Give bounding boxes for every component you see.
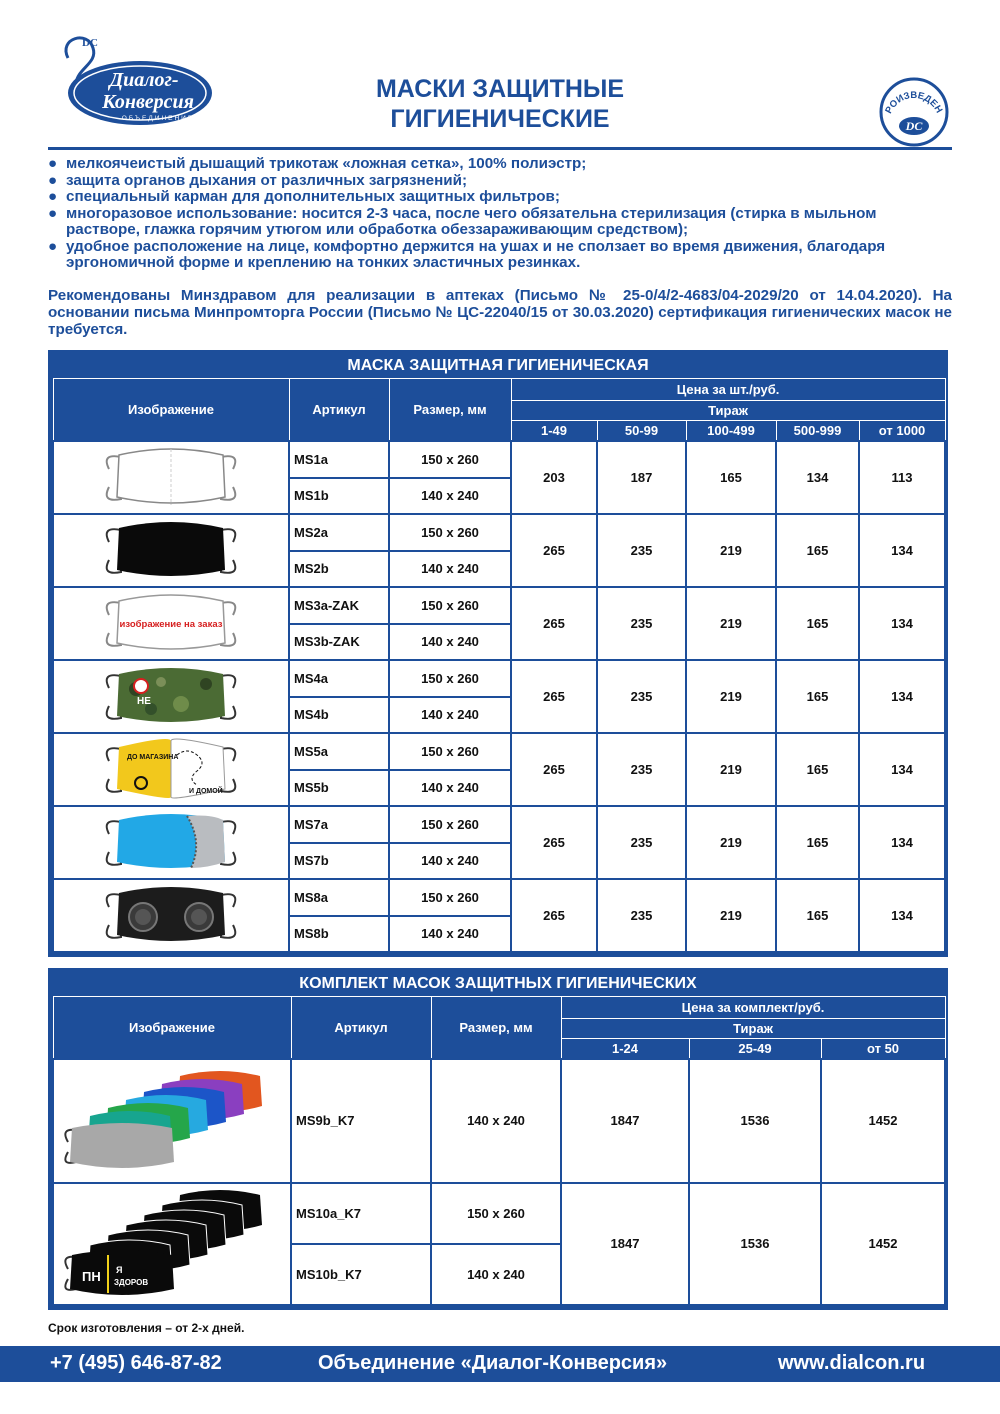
article-code: MS7b bbox=[289, 843, 389, 879]
size-value: 150 x 260 bbox=[389, 806, 511, 843]
price-cell: 219 bbox=[686, 733, 776, 806]
logo-line-1: Диалог- bbox=[109, 69, 179, 91]
price-cell: 134 bbox=[859, 587, 945, 660]
tier-header: 50-99 bbox=[597, 421, 686, 441]
mask-print-text: ПН bbox=[82, 1268, 101, 1284]
price-cell: 134 bbox=[776, 441, 859, 514]
price-cell: 134 bbox=[859, 733, 945, 806]
price-cell: 134 bbox=[859, 879, 945, 952]
footer-website-link[interactable]: www.dialcon.ru bbox=[778, 1352, 926, 1374]
product-image-zipper-mask bbox=[53, 806, 289, 879]
price-cell: 134 bbox=[859, 806, 945, 879]
price-cell: 1847 bbox=[561, 1183, 689, 1305]
recommendation-text: Рекомендованы Минздравом для реализации в аптеках (Письмо № 25-0/4/2-4683/04-2029/20 от 14.04.2020). На основании письма Минпромторга России (Письмо № ЦС-22040/15 от 30.03.2020) сертификация гигиенических масок не требуется. bbox=[48, 287, 952, 338]
article-code: MS8a bbox=[289, 879, 389, 916]
header-divider bbox=[48, 147, 952, 150]
product-image-color-set bbox=[53, 1059, 291, 1183]
mask-print-text-2: Я bbox=[116, 1264, 123, 1275]
product-image-yellow-mask bbox=[53, 733, 289, 806]
size-value: 140 x 240 bbox=[389, 770, 511, 806]
col-header-article: Артикул bbox=[289, 379, 389, 441]
col-header-run: Тираж bbox=[561, 1019, 945, 1039]
price-cell: 265 bbox=[511, 806, 597, 879]
size-value: 150 x 260 bbox=[389, 587, 511, 624]
col-header-size: Размер, мм bbox=[431, 997, 561, 1059]
stamp-text: РОИЗВЕДЕН bbox=[883, 89, 945, 116]
article-code: MS1a bbox=[289, 441, 389, 478]
price-cell: 165 bbox=[776, 879, 859, 952]
mask-print-text-2: И ДОМОЙ bbox=[189, 788, 223, 795]
article-code: MS2a bbox=[289, 514, 389, 551]
table-row bbox=[53, 660, 945, 697]
article-code: MS4b bbox=[289, 697, 389, 733]
tier-header: 1-24 bbox=[561, 1039, 689, 1059]
price-cell: 134 bbox=[859, 514, 945, 587]
product-image-custom-print-mask bbox=[53, 587, 289, 660]
feature-item: ● мелкоячеистый дышащий трикотаж «ложная сетка», 100% полиэстр; bbox=[48, 155, 587, 172]
price-cell: 265 bbox=[511, 733, 597, 806]
table-title: КОМПЛЕКТ МАСОК ЗАЩИТНЫХ ГИГИЕНИЧЕСКИХ bbox=[52, 972, 944, 996]
size-value: 140 x 240 bbox=[389, 624, 511, 660]
price-cell: 165 bbox=[776, 514, 859, 587]
footer-bar bbox=[0, 1346, 1000, 1382]
price-cell: 1452 bbox=[821, 1183, 945, 1305]
title-line-1: МАСКИ ЗАЩИТНЫЕ bbox=[375, 75, 625, 103]
tier-header: от 1000 bbox=[859, 421, 945, 441]
lead-time-note: Срок изготовления – от 2-х дней. bbox=[48, 1321, 245, 1335]
price-cell: 219 bbox=[686, 587, 776, 660]
price-cell: 165 bbox=[776, 587, 859, 660]
price-cell: 235 bbox=[597, 806, 686, 879]
table-row bbox=[53, 441, 945, 478]
size-value: 150 x 260 bbox=[431, 1183, 561, 1244]
table-row bbox=[53, 879, 945, 916]
article-code: MS10b_K7 bbox=[291, 1244, 431, 1305]
mask-print-text: НЕ bbox=[137, 696, 151, 707]
article-code: MS3b-ZAK bbox=[289, 624, 389, 660]
article-code: MS10a_K7 bbox=[291, 1183, 431, 1244]
tier-header: 1-49 bbox=[511, 421, 597, 441]
table-row bbox=[53, 514, 945, 551]
svg-text:ПРОИЗВЕДЕНО bbox=[878, 76, 944, 116]
size-value: 140 x 240 bbox=[389, 478, 511, 514]
size-value: 150 x 260 bbox=[389, 441, 511, 478]
price-cell: 235 bbox=[597, 733, 686, 806]
product-image-white-mask bbox=[53, 441, 289, 514]
feature-text: многоразовое использование: носится 2-3 часа, после чего обязательна стерилизация (стирка в мыльном растворе, глажка горячим утюгом или обработка обеззараживающим средством); bbox=[66, 204, 877, 238]
price-cell: 265 bbox=[511, 660, 597, 733]
product-image-respirator-mask bbox=[53, 879, 289, 952]
made-by-dc-stamp bbox=[878, 76, 950, 148]
footer-phone[interactable]: +7 (495) 646-87-82 bbox=[50, 1352, 222, 1374]
size-value: 140 x 240 bbox=[389, 551, 511, 587]
price-cell: 235 bbox=[597, 879, 686, 952]
product-image-camo-mask bbox=[53, 660, 289, 733]
col-header-price: Цена за комплект/руб. bbox=[561, 997, 945, 1019]
svg-text:DC: DC bbox=[82, 37, 98, 49]
size-value: 140 x 240 bbox=[431, 1244, 561, 1305]
table-row bbox=[53, 806, 945, 843]
price-cell: 165 bbox=[776, 660, 859, 733]
mask-print-text-3: ЗДОРОВ bbox=[114, 1277, 149, 1287]
size-value: 150 x 260 bbox=[389, 514, 511, 551]
col-header-run: Тираж bbox=[511, 401, 945, 421]
price-cell: 165 bbox=[686, 441, 776, 514]
feature-text: мелкоячеистый дышащий трикотаж «ложная сетка», 100% полиэстр; bbox=[66, 155, 587, 172]
price-cell: 265 bbox=[511, 514, 597, 587]
price-cell: 187 bbox=[597, 441, 686, 514]
price-cell: 235 bbox=[597, 514, 686, 587]
table-title: МАСКА ЗАЩИТНАЯ ГИГИЕНИЧЕСКАЯ bbox=[52, 354, 944, 378]
company-logo bbox=[48, 28, 213, 138]
article-code: MS5b bbox=[289, 770, 389, 806]
logo-subtitle: ОБЪЕДИНЕНИЕ bbox=[121, 115, 195, 122]
article-code: MS8b bbox=[289, 916, 389, 952]
price-cell: 219 bbox=[686, 879, 776, 952]
mask-print-text: ДО МАГАЗИНА bbox=[127, 754, 179, 761]
product-image-black-mask bbox=[53, 514, 289, 587]
price-cell: 235 bbox=[597, 660, 686, 733]
col-header-image: Изображение bbox=[53, 997, 291, 1059]
col-header-article: Артикул bbox=[291, 997, 431, 1059]
table-row bbox=[53, 1183, 945, 1244]
table-row bbox=[53, 733, 945, 770]
feature-item: ● специальный карман для дополнительных защитных фильтров; bbox=[48, 188, 560, 205]
stamp-mark: DC bbox=[905, 119, 923, 133]
price-cell: 219 bbox=[686, 514, 776, 587]
table-row bbox=[53, 1059, 945, 1183]
size-value: 140 x 240 bbox=[389, 916, 511, 952]
col-header-image: Изображение bbox=[53, 379, 289, 441]
feature-item: ● удобное расположение на лице, комфортно держится на ушах и не сползает во время движения, благодаря эргономичной форме и креплению на тонких эластичных резинках. bbox=[48, 237, 886, 271]
col-header-size: Размер, мм bbox=[389, 379, 511, 441]
col-header-price: Цена за шт./руб. bbox=[511, 379, 945, 401]
size-value: 150 x 260 bbox=[389, 733, 511, 770]
price-cell: 165 bbox=[776, 733, 859, 806]
price-cell: 1536 bbox=[689, 1183, 821, 1305]
size-value: 150 x 260 bbox=[389, 879, 511, 916]
article-code: MS3a-ZAK bbox=[289, 587, 389, 624]
article-code: MS4a bbox=[289, 660, 389, 697]
price-cell: 113 bbox=[859, 441, 945, 514]
price-cell: 265 bbox=[511, 879, 597, 952]
size-value: 140 x 240 bbox=[389, 843, 511, 879]
feature-item: ● многоразовое использование: носится 2-3 часа, после чего обязательна стерилизация (стирка в мыльном растворе, глажка горячим утюгом или обработка обеззараживающим средством); bbox=[48, 204, 877, 238]
feature-item: ● защита органов дыхания от различных загрязнений; bbox=[48, 171, 468, 189]
logo-line-2: Конверсия bbox=[102, 91, 194, 113]
mask-set-price-table bbox=[48, 968, 948, 1310]
article-code: MS5a bbox=[289, 733, 389, 770]
size-value: 140 x 240 bbox=[389, 697, 511, 733]
feature-text: специальный карман для дополнительных защитных фильтров; bbox=[66, 188, 560, 205]
tier-header: от 50 bbox=[821, 1039, 945, 1059]
price-cell: 235 bbox=[597, 587, 686, 660]
table-row bbox=[53, 587, 945, 624]
tier-header: 100-499 bbox=[686, 421, 776, 441]
title-line-2: ГИГИЕНИЧЕСКИЕ bbox=[390, 105, 610, 133]
mask-print-text: изображение на заказ bbox=[119, 619, 223, 630]
article-code: MS1b bbox=[289, 478, 389, 514]
price-cell: 134 bbox=[859, 660, 945, 733]
tier-header: 500-999 bbox=[776, 421, 859, 441]
product-image-black-text-set bbox=[53, 1183, 291, 1305]
size-value: 140 x 240 bbox=[431, 1059, 561, 1183]
price-cell: 219 bbox=[686, 806, 776, 879]
price-cell: 165 bbox=[776, 806, 859, 879]
footer-company: Объединение «Диалог-Конверсия» bbox=[318, 1352, 668, 1374]
price-cell: 203 bbox=[511, 441, 597, 514]
mask-price-table bbox=[48, 350, 948, 957]
article-code: MS7a bbox=[289, 806, 389, 843]
price-cell: 1452 bbox=[821, 1059, 945, 1183]
feature-text: удобное расположение на лице, комфортно держится на ушах и не сползает во время движения, благодаря эргономичной форме и креплению на тонких эластичных резинках. bbox=[66, 237, 886, 271]
article-code: MS2b bbox=[289, 551, 389, 587]
feature-list bbox=[48, 156, 952, 272]
feature-text: защита органов дыхания от различных загрязнений; bbox=[66, 171, 468, 189]
price-cell: 1536 bbox=[689, 1059, 821, 1183]
article-code: MS9b_K7 bbox=[291, 1059, 431, 1183]
price-cell: 265 bbox=[511, 587, 597, 660]
price-cell: 219 bbox=[686, 660, 776, 733]
tier-header: 25-49 bbox=[689, 1039, 821, 1059]
size-value: 150 x 260 bbox=[389, 660, 511, 697]
page-title bbox=[300, 74, 700, 134]
price-cell: 1847 bbox=[561, 1059, 689, 1183]
